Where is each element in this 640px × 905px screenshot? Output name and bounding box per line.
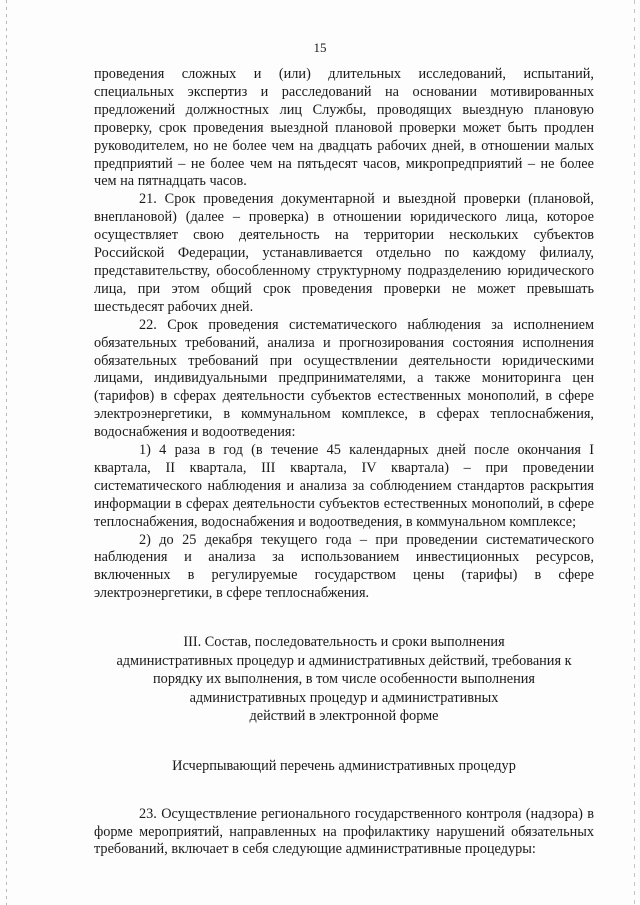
page-body bbox=[94, 66, 594, 859]
section-heading bbox=[94, 633, 594, 726]
paragraph-23: 23. Осуществление регионального государственного контроля (надзора) в форме мероприятий, направленных на профилактику нарушений обязательных требований, включает в себя следующие административные процедуры: bbox=[94, 805, 594, 858]
section-heading-line: административных процедур и административных bbox=[189, 689, 499, 706]
page-number: 15 bbox=[313, 40, 327, 55]
list-item-2: 2) до 25 декабря текущего года – при проведении систематического наблюдения и анализа за использованием инвестиционных ресурсов, включенных в регулируемые государством цены (тарифы) в сфере электроэнергетики, в сфере теплоснабжения. bbox=[94, 531, 594, 602]
section-heading-line: административных процедур и административных действий, требования к bbox=[116, 652, 572, 669]
paragraph-22: 22. Срок проведения систематического наблюдения за исполнением обязательных требований, анализа и прогнозирования состояния исполнения обязательных требований при осуществлении деятельности юридическими лицами, индивидуальными предпринимателями, а также мониторинга цен (тарифов) в сферах деятельности субъектов естественных монополий, в сфере электроэнергетики, в коммунальном комплексе, в сферах теплоснабжения, водоснабжения и водоотведения: bbox=[94, 316, 594, 441]
paragraph-21: 21. Срок проведения документарной и выездной проверки (плановой, внеплановой) (далее – проверка) в отношении юридического лица, которое осуществляет свою деятельность на территории нескольких субъектов Российской Федерации, устанавливается отдельно по каждому филиалу, представительству, обособленному структурному подразделению юридического лица, при этом общий срок проведения проверки не может превышать шестьдесят рабочих дней. bbox=[94, 191, 594, 315]
scan-right-edge bbox=[634, 0, 635, 905]
list-item-1: 1) 4 раза в год (в течение 45 календарных дней после окончания I квартала, II квартала, III квартала, IV квартала) – при проведении систематического наблюдения и анализа за соблюдением стандартов раскрытия информации в сферах деятельности субъектов естественных монополий, в сфере теплоснабжения, водоснабжения и водоотведения, в коммунальном комплексе; bbox=[94, 442, 594, 530]
scan-left-edge bbox=[6, 0, 7, 905]
section-heading-line: действий в электронной форме bbox=[249, 708, 439, 725]
paragraph-continuation: проведения сложных и (или) длительных исследований, испытаний, специальных экспертиз и расследований на основании мотивированных предложений должностных лиц Службы, проводящих выездную плановую проверку, срок проведения выездной плановой проверки может быть продлен руководителем, но не более чем на двадцать рабочих дней, в отношении малых предприятий – не более чем на пятьдесят часов, микропредприятий – не более чем на пятнадцать часов. bbox=[94, 66, 594, 190]
section-heading-line: III. Состав, последовательность и сроки выполнения bbox=[183, 634, 505, 651]
section-heading-line: порядку их выполнения, в том числе особенности выполнения bbox=[153, 671, 535, 688]
subheading: Исчерпывающий перечень административных процедур bbox=[172, 757, 516, 774]
